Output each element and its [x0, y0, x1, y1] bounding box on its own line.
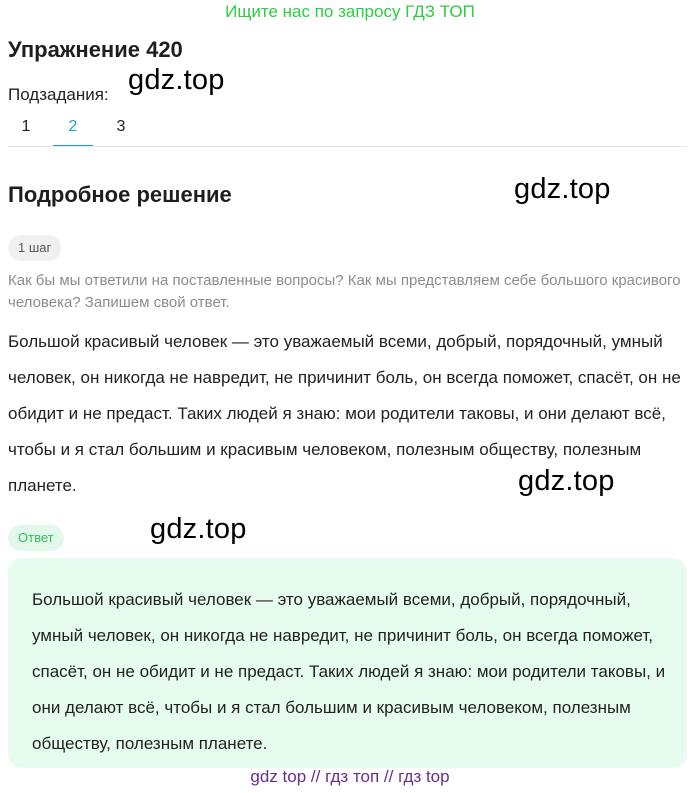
subtask-tabs	[0, 108, 686, 148]
step-badge: 1 шаг	[8, 235, 61, 261]
solution-title: Подробное решение	[8, 182, 232, 207]
step-hint: Как бы мы ответили на поставленные вопросы? Как мы представляем себе большого красивого человека? Запишем свой ответ.	[8, 272, 681, 311]
solution-text: Большой красивый человек — это уважаемый всеми, добрый, порядочный, умный человек, он никогда не навредит, не причинит боль, он всегда поможет, спасёт, он не обидит и не предаст. Таких людей я знаю: мои родители таковы, и они делают всё, чтобы и я стал большим и красивым человеком, полезным обществу, полезным планете.	[8, 332, 681, 495]
watermark: gdz.top	[128, 64, 225, 96]
tab-subtask-1[interactable]: 1	[21, 118, 31, 135]
tabs-divider	[8, 146, 686, 147]
tab-subtask-3[interactable]: 3	[116, 118, 126, 135]
page-title: Упражнение 420	[8, 37, 183, 62]
footer-links: gdz top // гдз топ // гдз top	[250, 767, 450, 786]
watermark: gdz.top	[514, 173, 611, 205]
search-promo-banner: Ищите нас по запросу ГДЗ ТОП	[225, 2, 475, 21]
answer-box	[8, 558, 687, 768]
watermark: gdz.top	[150, 513, 247, 545]
answer-badge: Ответ	[8, 525, 64, 551]
tab-subtask-2[interactable]: 2	[53, 108, 93, 147]
answer-text: Большой красивый человек — это уважаемый всеми, добрый, порядочный, умный человек, он никогда не навредит, не причинит боль, он всегда поможет, спасёт, он не обидит и не предаст. Таких людей я знаю: мои родители таковы, и они делают всё, чтобы и я стал большим и красивым человеком, полезным обществу, полезным планете.	[32, 590, 666, 753]
subtasks-label: Подзадания:	[8, 85, 109, 104]
watermark: gdz.top	[518, 465, 615, 497]
